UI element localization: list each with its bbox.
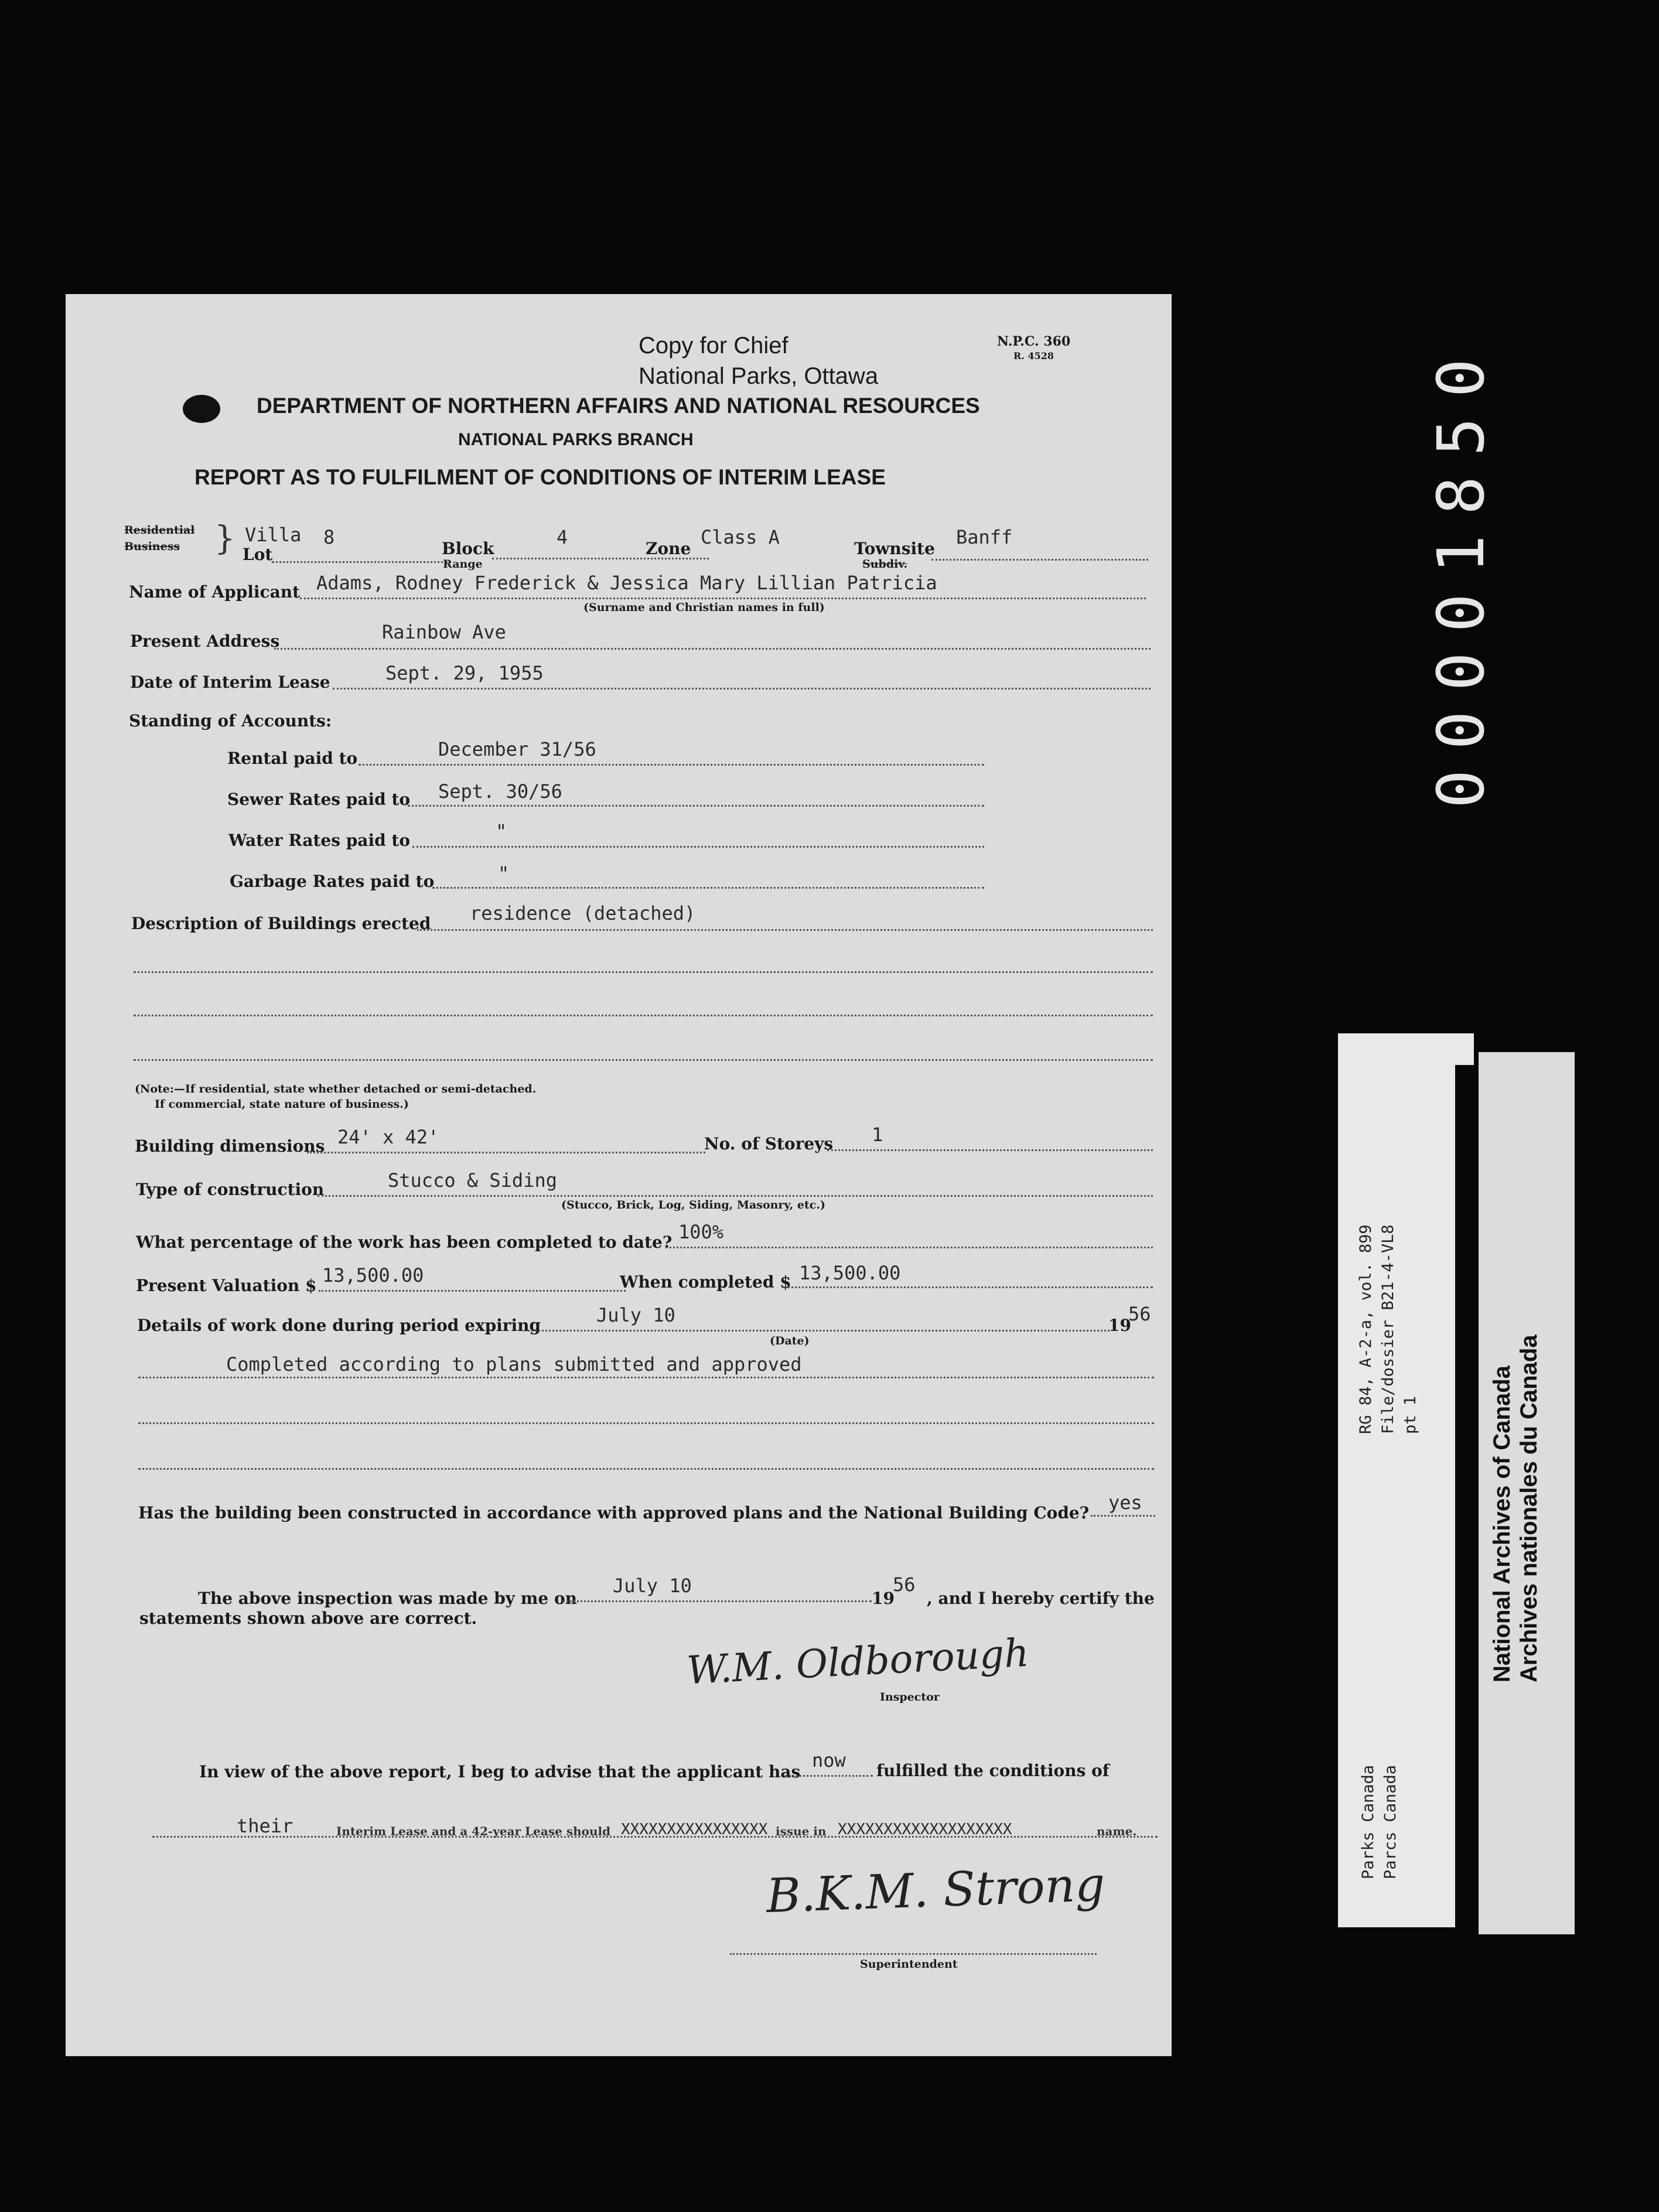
inspection-year-prefix: 19 [872, 1589, 895, 1608]
construction-note: (Stucco, Brick, Log, Siding, Masonry, etc.) [561, 1199, 825, 1211]
applicant-note: (Surname and Christian names in full) [583, 601, 825, 614]
lease-date-value: Sept. 29, 1955 [385, 662, 544, 684]
buildings-label: Description of Buildings erected [131, 914, 431, 933]
details-text: Completed according to plans submitted and approved [226, 1353, 802, 1375]
details-date: July 10 [596, 1304, 675, 1326]
department-title: DEPARTMENT OF NORTHERN AFFAIRS AND NATIONAL RESOURCES [257, 394, 980, 418]
block-label: Block [442, 539, 494, 558]
note-line2: If commercial, state nature of business.) [155, 1098, 409, 1111]
archive-ref-line3: pt 1 [1401, 1395, 1419, 1434]
superintendent-signature: B.K.M. Strong [765, 1856, 1106, 1924]
zone-value: Class A [701, 526, 780, 548]
percentage-label: What percentage of the work has been completed to date? [136, 1233, 673, 1252]
buildings-value: residence (detached) [470, 902, 696, 924]
townsite-value: Banff [956, 526, 1013, 548]
archive-ref-line1: RG 84, A-2-a, vol. 899 [1357, 1224, 1375, 1434]
construction-label: Type of construction [136, 1180, 325, 1199]
villa-value: Villa [245, 524, 302, 546]
valuation-value: 13,500.00 [322, 1264, 424, 1286]
storeys-value: 1 [872, 1124, 883, 1146]
parks-canada-en: Parks Canada [1359, 1764, 1377, 1879]
details-year: 56 [1128, 1303, 1151, 1325]
details-year-prefix: 19 [1108, 1316, 1131, 1335]
business-label: Business [124, 540, 180, 553]
rental-value: December 31/56 [438, 738, 596, 760]
advise-end: fulfilled the conditions of [876, 1761, 1110, 1780]
form-revision: R. 4528 [1013, 350, 1054, 361]
applicant-value: Adams, Rodney Frederick & Jessica Mary Lillian Patricia [316, 572, 937, 594]
lot-label: Lot [243, 545, 273, 564]
parks-canada-fr: Parcs Canada [1381, 1764, 1399, 1879]
details-label: Details of work done during period expiring [137, 1316, 541, 1335]
inspection-date: July 10 [613, 1575, 692, 1597]
water-value: " [496, 820, 507, 842]
garbage-value: " [498, 862, 510, 885]
storeys-label: No. of Storeys [704, 1134, 834, 1153]
percentage-value: 100% [678, 1221, 724, 1243]
dimensions-value: 24' x 42' [337, 1126, 439, 1148]
their-value: their [237, 1815, 293, 1837]
inspection-line2: statements shown above are correct. [139, 1609, 477, 1628]
form-number: N.P.C. 360 [997, 334, 1071, 349]
zone-label: Zone [646, 539, 691, 558]
report-title: REPORT AS TO FULFILMENT OF CONDITIONS OF INTERIM LEASE [194, 465, 886, 489]
lease-line-x: XXXXXXXXXXXXXXXX [621, 1821, 768, 1838]
standing-label: Standing of Accounts: [129, 711, 332, 730]
advise-value: now [812, 1749, 846, 1771]
superintendent-label: Superintendent [860, 1958, 958, 1971]
dimensions-label: Building dimensions [135, 1136, 325, 1156]
lease-date-label: Date of Interim Lease [130, 673, 330, 692]
code-value: yes [1108, 1491, 1142, 1514]
copy-stamp-line2: National Parks, Ottawa [639, 363, 879, 389]
archive-ref-line2: File/dossier B21-4-VL8 [1379, 1224, 1397, 1434]
block-value: 4 [557, 526, 568, 548]
rental-label: Rental paid to [227, 749, 358, 768]
when-completed-value: 13,500.00 [799, 1262, 901, 1284]
document-sheet: Copy for Chief National Parks, Ottawa N.P.C. 360 R. 4528 DEPARTMENT OF NORTHERN AFFAIRS AND NATIONAL RESOURCES NATIONAL PARKS BRANCH REPORT AS TO FULFILMENT OF CONDITIONS OF INTERIM LEASE Residential Business } Villa Lot 8 Block Range 4 Zone Class A Townsite Subdiv. Banff Name of Applicant Adams, Rodney Frederick & Jessica Mary Lillian Patricia (Surname and Christian names in full) Present Address Rainbow Ave Date of Interim Lease Sept. 29, 1955 Standing of Accounts: Rental paid to December 31/56 Sewer Rates paid to Sept. 30/56 Water Rates paid to " Garbage Rates paid to " Description of Buildings erected residence (detached) (Note:—If residential, state whether detached or semi-detached. If commercial, state nature of business.) Building dimensions 24' x 42' No. of Storeys 1 Type of construction Stucco & Siding (Stucco, Brick, Log, Siding, Masonry, etc.) What percentage of the work has been completed to date? 100% Present Valuation $ 13,500.00 When completed $ 13,500.00 Details of work done during period expiring July 10 (Date) 19 56 Completed according to plans submitted and approved Has the building been constructed in accordance with approved plans and the National Building Code? yes The above inspection was made by me on July 10 19 56 , and I hereby certify the statements shown above are correct. W.M. Oldborough Inspector In view of the above report, I beg to advise that the applicant has now fulfilled the conditions of their Interim Lease and a 42-year Lease should XXXXXXXXXXXXXXXX issue in XXXXXXXXXXXXXXXXXXX name. B.K.M. Strong Superintendent [66, 294, 1172, 2056]
archives-name-fr: Archives nationales du Canada [1516, 1334, 1542, 1682]
water-label: Water Rates paid to [228, 831, 411, 850]
inspector-label: Inspector [880, 1691, 940, 1704]
punch-hole [183, 395, 220, 423]
inspection-certify: , and I hereby certify the [927, 1589, 1155, 1608]
branch-title: NATIONAL PARKS BRANCH [458, 430, 694, 449]
townsite-label: Townsite [854, 539, 935, 558]
range-label: Range [443, 558, 483, 571]
lot-value: 8 [323, 526, 335, 548]
name-label: name. [1097, 1824, 1137, 1838]
inspection-year: 56 [893, 1573, 916, 1596]
residential-label: Residential [124, 524, 195, 537]
subdiv-label: Subdiv. [862, 558, 908, 571]
when-completed-label: When completed $ [620, 1272, 791, 1292]
garbage-label: Garbage Rates paid to [230, 872, 435, 891]
copy-stamp-line1: Copy for Chief [639, 333, 788, 359]
issue-label: issue in [776, 1824, 827, 1838]
inspection-label: The above inspection was made by me on [198, 1589, 578, 1608]
address-label: Present Address [130, 631, 280, 651]
address-value: Rainbow Ave [382, 621, 506, 643]
sewer-value: Sept. 30/56 [438, 780, 562, 803]
frame-number: 00001850 [1424, 339, 1498, 808]
sewer-label: Sewer Rates paid to [227, 790, 411, 809]
advise-label: In view of the above report, I beg to advise that the applicant has [199, 1762, 801, 1781]
date-note: (Date) [770, 1334, 810, 1347]
construction-value: Stucco & Siding [388, 1169, 557, 1192]
valuation-label: Present Valuation $ [136, 1276, 317, 1295]
code-label: Has the building been constructed in accordance with approved plans and the National Building Code? [138, 1503, 1090, 1523]
lease-line-text: Interim Lease and a 42-year Lease should [336, 1824, 611, 1838]
inspector-signature: W.M. Oldborough [685, 1630, 1030, 1694]
archives-name-en: National Archives of Canada [1489, 1366, 1515, 1682]
note-line1: (Note:—If residential, state whether detached or semi-detached. [135, 1083, 537, 1095]
lease-line-x2: XXXXXXXXXXXXXXXXXXX [838, 1821, 1012, 1838]
applicant-label: Name of Applicant [129, 582, 301, 602]
